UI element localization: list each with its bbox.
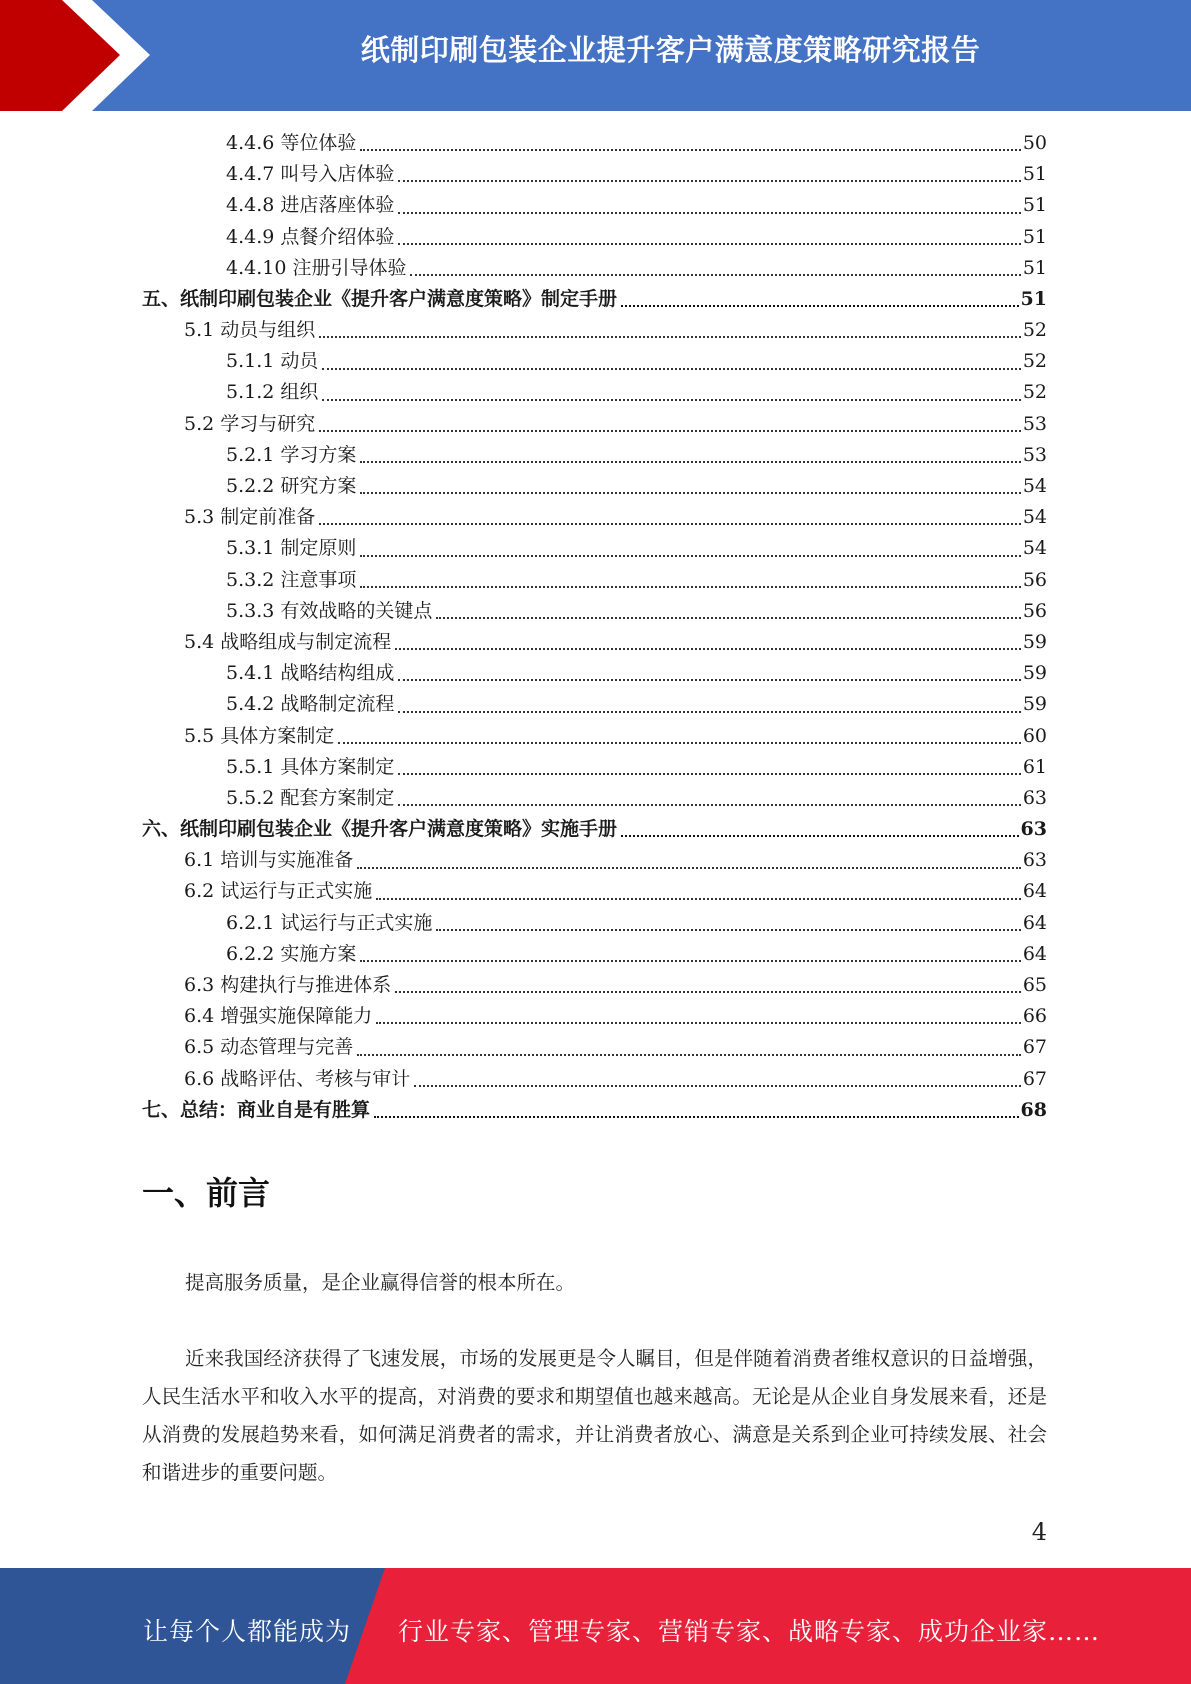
toc-entry[interactable]: [142, 378, 1047, 409]
toc-dot-leader: [436, 928, 1020, 931]
toc-entry-page: 52: [1022, 350, 1047, 373]
toc-entry-title: 6.6 战略评估、考核与审计: [184, 1067, 411, 1090]
toc-entry[interactable]: [142, 908, 1047, 939]
toc-dot-leader: [436, 616, 1020, 619]
toc-entry-page: 68: [1020, 1098, 1047, 1121]
toc-dot-leader: [360, 959, 1020, 962]
toc-entry-page: 54: [1022, 506, 1047, 529]
toc-entry-page: 59: [1022, 662, 1047, 685]
toc-entry-page: 54: [1022, 475, 1047, 498]
toc-entry-page: 56: [1022, 599, 1047, 622]
toc-dot-leader: [414, 1084, 1021, 1087]
toc-entry-title: 5.4.2 战略制定流程: [226, 693, 395, 716]
toc-dot-leader: [398, 710, 1020, 713]
toc-entry[interactable]: [142, 752, 1047, 783]
toc-chapter-entry[interactable]: [142, 814, 1047, 845]
toc-entry[interactable]: [142, 939, 1047, 970]
toc-entry-page: 63: [1022, 786, 1047, 809]
toc-dot-leader: [398, 179, 1020, 182]
toc-entry-title: 5.1 动员与组织: [184, 319, 316, 342]
toc-entry-title: 5.1.1 动员: [226, 350, 319, 373]
toc-dot-leader: [398, 242, 1020, 245]
toc-entry-page: 63: [1022, 849, 1047, 872]
toc-entry-title: 4.4.7 叫号入店体验: [226, 163, 395, 186]
toc-dot-leader: [621, 304, 1019, 307]
toc-entry[interactable]: [142, 315, 1047, 346]
page-header: [0, 0, 1191, 111]
toc-entry-page: 51: [1020, 287, 1047, 310]
toc-entry-page: 52: [1022, 381, 1047, 404]
toc-entry[interactable]: [142, 721, 1047, 752]
toc-dot-leader: [357, 1053, 1021, 1056]
toc-entry[interactable]: [142, 222, 1047, 253]
toc-dot-leader: [376, 1021, 1021, 1024]
toc-dot-leader: [398, 678, 1020, 681]
toc-dot-leader: [357, 866, 1021, 869]
section-title: 一、前言: [142, 1174, 271, 1212]
toc-entry-title: 5.4.1 战略结构组成: [226, 662, 395, 685]
toc-chapter-entry[interactable]: [142, 1095, 1047, 1126]
footer-slogan-left: 让每个人都能成为: [143, 1617, 352, 1646]
toc-entry-title: 5.1.2 组织: [226, 381, 319, 404]
toc-entry[interactable]: [142, 1001, 1047, 1032]
toc-dot-leader: [319, 522, 1021, 525]
toc-entry-title: 6.1 培训与实施准备: [184, 849, 354, 872]
toc-entry[interactable]: [142, 440, 1047, 471]
toc-dot-leader: [398, 803, 1020, 806]
toc-entry-title: 五、纸制印刷包装企业《提升客户满意度策略》制定手册: [142, 287, 618, 310]
toc-entry-page: 61: [1022, 755, 1047, 778]
toc-chapter-entry[interactable]: [142, 284, 1047, 315]
toc-entry[interactable]: [142, 970, 1047, 1001]
footer-slogan-right: 行业专家、管理专家、营销专家、战略专家、成功企业家……: [398, 1617, 1101, 1646]
paragraph: 近来我国经济获得了飞速发展，市场的发展更是令人瞩目，但是伴随着消费者维权意识的日益增强，人民生活水平和收入水平的提高，对消费的要求和期望值也越来越高。无论是从企业自身发展来看，还是从消费的发展趋势来看，如何满足消费者的需求，并让消费者放心、满意是关系到企业可持续发展、社会和谐进步的重要问题。: [142, 1347, 1047, 1484]
toc-entry-title: 5.2.1 学习方案: [226, 443, 357, 466]
toc-entry-title: 5.3 制定前准备: [184, 506, 316, 529]
toc-entry-page: 64: [1022, 880, 1047, 903]
page-number: 4: [1031, 1518, 1047, 1546]
toc-entry-title: 6.5 动态管理与完善: [184, 1036, 354, 1059]
toc-entry[interactable]: [142, 689, 1047, 720]
toc-entry-title: 5.3.3 有效战略的关键点: [226, 599, 433, 622]
page-footer: [0, 1568, 1191, 1684]
toc-entry-title: 5.5.2 配套方案制定: [226, 786, 395, 809]
toc-entry-title: 6.2 试运行与正式实施: [184, 880, 373, 903]
toc-entry[interactable]: [142, 159, 1047, 190]
toc-dot-leader: [360, 460, 1020, 463]
toc-entry-page: 64: [1022, 911, 1047, 934]
toc-entry-title: 6.2.1 试运行与正式实施: [226, 911, 433, 934]
toc-dot-leader: [360, 148, 1020, 151]
toc-entry[interactable]: [142, 190, 1047, 221]
toc-entry[interactable]: [142, 627, 1047, 658]
toc-entry-title: 5.5.1 具体方案制定: [226, 755, 395, 778]
toc-entry-title: 5.2.2 研究方案: [226, 475, 357, 498]
toc-entry-title: 6.4 增强实施保障能力: [184, 1005, 373, 1028]
toc-entry-title: 6.3 构建执行与推进体系: [184, 974, 392, 997]
toc-entry-title: 5.5 具体方案制定: [184, 724, 335, 747]
toc-entry-title: 4.4.6 等位体验: [226, 131, 357, 154]
toc-entry[interactable]: [142, 471, 1047, 502]
toc-entry[interactable]: [142, 1032, 1047, 1063]
toc-entry[interactable]: [142, 565, 1047, 596]
toc-entry-title: 5.2 学习与研究: [184, 412, 316, 435]
toc-entry[interactable]: [142, 502, 1047, 533]
toc-entry[interactable]: [142, 845, 1047, 876]
toc-entry[interactable]: [142, 128, 1047, 159]
toc-dot-leader: [322, 367, 1020, 370]
toc-dot-leader: [322, 398, 1020, 401]
paragraph: 提高服务质量，是企业赢得信誉的根本所在。: [185, 1271, 576, 1294]
toc-entry-title: 七、总结：商业自是有胜算: [142, 1098, 371, 1121]
toc-entry-title: 4.4.8 进店落座体验: [226, 194, 395, 217]
toc-entry-page: 54: [1022, 537, 1047, 560]
toc-entry-page: 53: [1022, 443, 1047, 466]
toc-entry[interactable]: [142, 596, 1047, 627]
toc-dot-leader: [376, 897, 1021, 900]
toc-entry-title: 5.4 战略组成与制定流程: [184, 630, 392, 653]
toc-entry-page: 50: [1022, 131, 1047, 154]
toc-entry-page: 63: [1020, 818, 1047, 841]
toc-dot-leader: [398, 211, 1020, 214]
toc-entry-title: 6.2.2 实施方案: [226, 942, 357, 965]
toc-dot-leader: [395, 647, 1021, 650]
toc-entry-title: 4.4.9 点餐介绍体验: [226, 225, 395, 248]
toc-entry-page: 59: [1022, 693, 1047, 716]
toc-dot-leader: [398, 772, 1020, 775]
toc-entry-title: 六、纸制印刷包装企业《提升客户满意度策略》实施手册: [142, 818, 618, 841]
toc-entry-page: 64: [1022, 942, 1047, 965]
report-title: 纸制印刷包装企业提升客户满意度策略研究报告: [360, 33, 981, 67]
header-chevron-icon: [0, 0, 160, 111]
toc-entry[interactable]: [142, 253, 1047, 284]
toc-dot-leader: [410, 273, 1020, 276]
toc-entry-page: 51: [1022, 256, 1047, 279]
toc-dot-leader: [360, 554, 1020, 557]
toc-entry[interactable]: [142, 877, 1047, 908]
toc-entry[interactable]: [142, 1064, 1047, 1095]
toc-entry-page: 67: [1022, 1067, 1047, 1090]
toc-entry[interactable]: [142, 346, 1047, 377]
toc-dot-leader: [374, 1115, 1019, 1118]
toc-entry[interactable]: [142, 783, 1047, 814]
toc-dot-leader: [319, 429, 1021, 432]
toc-entry-page: 67: [1022, 1036, 1047, 1059]
toc-dot-leader: [319, 335, 1021, 338]
toc-entry-title: 5.3.1 制定原则: [226, 537, 357, 560]
toc-dot-leader: [338, 741, 1021, 744]
toc-entry-page: 60: [1022, 724, 1047, 747]
toc-entry-page: 51: [1022, 225, 1047, 248]
toc-entry-page: 51: [1022, 194, 1047, 217]
toc-entry-page: 59: [1022, 630, 1047, 653]
table-of-contents: [142, 128, 1047, 1126]
toc-dot-leader: [395, 990, 1021, 993]
toc-entry[interactable]: [142, 409, 1047, 440]
toc-entry-page: 53: [1022, 412, 1047, 435]
toc-entry[interactable]: [142, 533, 1047, 564]
toc-dot-leader: [360, 585, 1020, 588]
toc-dot-leader: [621, 834, 1019, 837]
toc-entry-page: 56: [1022, 568, 1047, 591]
toc-entry-title: 5.3.2 注意事项: [226, 568, 357, 591]
toc-entry-page: 66: [1022, 1005, 1047, 1028]
toc-entry-page: 52: [1022, 319, 1047, 342]
toc-entry-title: 4.4.10 注册引导体验: [226, 256, 407, 279]
toc-entry-page: 51: [1022, 163, 1047, 186]
toc-entry[interactable]: [142, 658, 1047, 689]
toc-dot-leader: [360, 491, 1020, 494]
toc-entry-page: 65: [1022, 974, 1047, 997]
